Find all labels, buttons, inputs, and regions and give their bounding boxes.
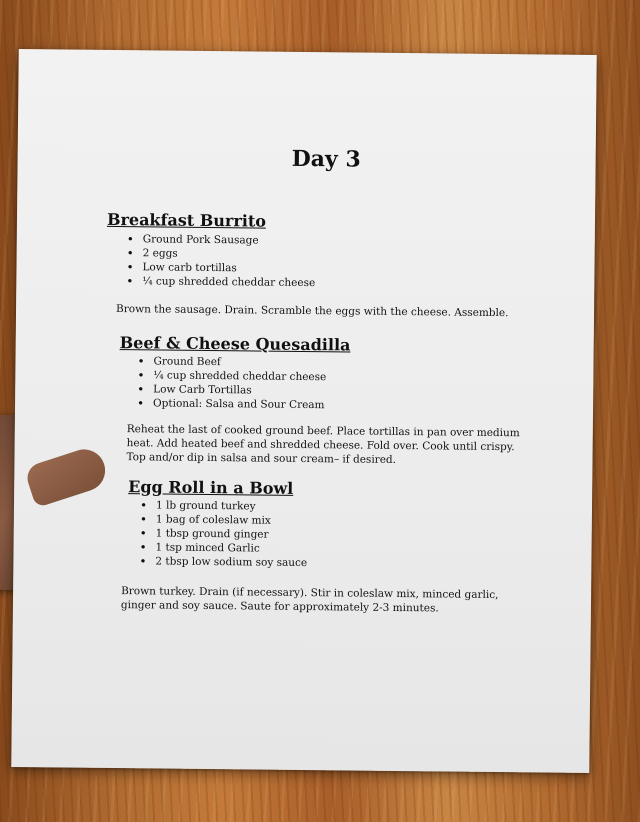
ingredient-item: • ¼ cup shredded cheddar cheese bbox=[124, 274, 315, 290]
instructions-egg-roll: Brown turkey. Drain (if necessary). Stir in coleslaw mix, minced garlic, ginger and soy sauce. Saute for approximately 2-3 minutes. bbox=[120, 585, 499, 615]
recipe-sheet bbox=[11, 49, 596, 773]
ingredient-item: • 1 tsp minced Garlic bbox=[137, 540, 307, 556]
ingredient-list-egg-roll bbox=[137, 498, 307, 570]
ingredient-item: • 1 bag of coleslaw mix bbox=[138, 512, 308, 528]
page-title: Day 3 bbox=[291, 145, 361, 173]
ingredient-item: • Low carb tortillas bbox=[124, 260, 315, 276]
ingredient-list-breakfast-burrito bbox=[124, 232, 315, 290]
ingredient-item: • ¼ cup shredded cheddar cheese bbox=[135, 368, 326, 384]
ingredient-list-quesadilla bbox=[135, 354, 326, 412]
recipe-title-quesadilla: Beef & Cheese Quesadilla bbox=[119, 333, 351, 355]
instructions-quesadilla: Reheat the last of cooked ground beef. Place tortillas in pan over medium heat. Add heated beef and shredded cheese. Fold over. Cook until crispy. Top and/or dip in salsa and sour cream– if desired. bbox=[126, 423, 520, 466]
ingredient-item: • Ground Pork Sausage bbox=[125, 232, 316, 248]
recipe-title-egg-roll: Egg Roll in a Bowl bbox=[128, 477, 294, 498]
ingredient-item: • 2 tbsp low sodium soy sauce bbox=[137, 554, 307, 570]
instructions-breakfast-burrito: Brown the sausage. Drain. Scramble the eggs with the cheese. Assemble. bbox=[115, 303, 509, 320]
ingredient-item: • 1 lb ground turkey bbox=[138, 498, 308, 514]
ingredient-item: • Optional: Salsa and Sour Cream bbox=[135, 396, 326, 412]
ingredient-item: • 2 eggs bbox=[125, 246, 316, 262]
recipe-title-breakfast-burrito: Breakfast Burrito bbox=[106, 209, 267, 231]
ingredient-item: • 1 tbsp ground ginger bbox=[138, 526, 308, 542]
ingredient-item: • Ground Beef bbox=[135, 354, 326, 370]
ingredient-item: • Low Carb Tortillas bbox=[135, 382, 326, 398]
